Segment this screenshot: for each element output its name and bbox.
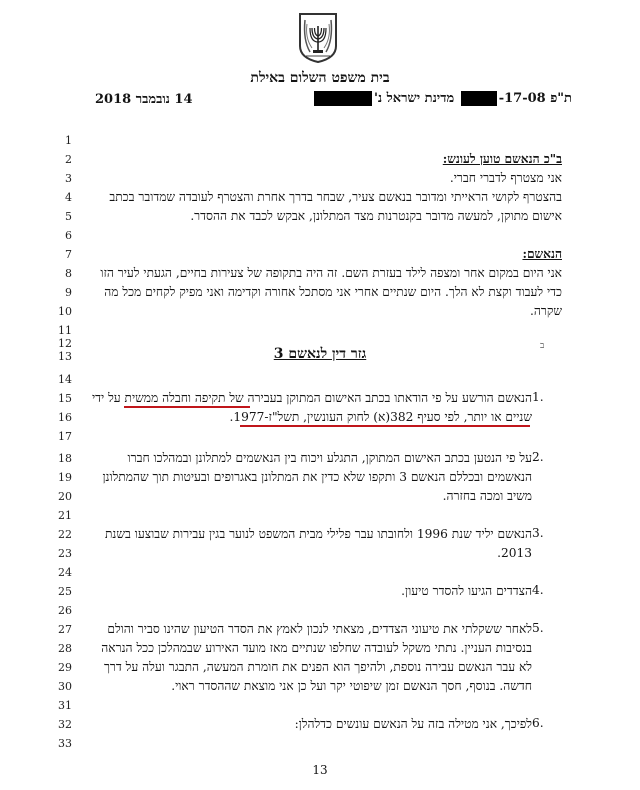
red-underline bbox=[240, 425, 530, 427]
paragraph-line: הצדדים הגיעו להסדר טיעון. bbox=[401, 584, 532, 598]
line-number: 6 bbox=[65, 229, 72, 242]
redaction-bar bbox=[314, 91, 372, 106]
paragraph-number: 5. bbox=[532, 621, 544, 635]
case-prefix: ת"פ 17-08- bbox=[498, 91, 572, 106]
stray-mark: ב bbox=[540, 341, 545, 351]
line-number: 7 bbox=[65, 248, 72, 261]
line-number: 33 bbox=[58, 737, 72, 750]
line-number: 11 bbox=[58, 324, 72, 337]
paragraph-line: לא עבר הנאשם עבירה נוספת, ולהיפך הוא הפנים את חומרת המעשה, התבגר ועלה על דרך bbox=[103, 660, 532, 674]
defense-line: אישום מתוקן, למעשה מדובר בקנטרנות מצד המתלונן, אבקש לכבד את ההסדר. bbox=[190, 209, 562, 223]
line-number: 15 bbox=[58, 392, 72, 405]
defendant-line: אני היום במקום אחר ומצפה לילד בעזרת השם. זה היה בתקופה של צעירות בחיים, הגעתי לעיר הזו bbox=[100, 266, 562, 280]
paragraph-line: הנאשם יליד שנת 1996 ולחובתו עבר פלילי מבית המשפט לנוער בגין עבירות שבוצעו בשנת bbox=[104, 527, 532, 541]
line-number: 4 bbox=[65, 191, 72, 204]
defendant-line: שקרה. bbox=[529, 304, 562, 318]
line-number: 17 bbox=[58, 430, 72, 443]
defendant-line: כדי לעבוד וקצת לא הלך. היום שנתיים אחרי אני מסתכל אחורה וקדימה ואני מפיק לקחים מכל מה bbox=[104, 285, 562, 299]
hearing-date: 14 נובמבר 2018 bbox=[95, 92, 193, 107]
line-number: 18 bbox=[58, 452, 72, 465]
line-number: 2 bbox=[65, 153, 72, 166]
paragraph-line: בנסיבות העניין. נתתי משקל לעובדה שחלפו שנתיים מאז מועד האירוע שבמהלכן ככל הנראה bbox=[101, 641, 532, 655]
paragraph-line: על פי הנטען בכתב האישום המתוקן, התגלע ויכוח בין הנאשמים למתלונן ובמהלכו חברו bbox=[127, 451, 532, 465]
line-number: 25 bbox=[58, 585, 72, 598]
line-number: 21 bbox=[58, 509, 72, 522]
line-number: 20 bbox=[58, 490, 72, 503]
line-number: 13 bbox=[58, 350, 72, 363]
defense-line: אני מצטרף לדברי חברי. bbox=[449, 171, 562, 185]
defense-heading: ב"כ הנאשם טוען לעונש: bbox=[442, 152, 562, 166]
line-number: 16 bbox=[58, 411, 72, 424]
state-emblem-icon bbox=[296, 12, 340, 64]
paragraph-number: 3. bbox=[532, 526, 544, 540]
page-number: 13 bbox=[312, 763, 328, 777]
line-number: 19 bbox=[58, 471, 72, 484]
line-number: 3 bbox=[65, 172, 72, 185]
paragraph-number: 4. bbox=[532, 583, 544, 597]
line-number: 30 bbox=[58, 680, 72, 693]
paragraph-number: 2. bbox=[532, 450, 544, 464]
paragraph-number: 6. bbox=[532, 716, 544, 730]
line-number: 9 bbox=[65, 286, 72, 299]
line-number: 27 bbox=[58, 623, 72, 636]
paragraph-line: 2013. bbox=[497, 546, 532, 560]
line-number: 8 bbox=[65, 267, 72, 280]
paragraph-line: משיב ומכה בחזרה. bbox=[442, 489, 532, 503]
line-number: 14 bbox=[58, 373, 72, 386]
line-number: 31 bbox=[58, 699, 72, 712]
court-name: בית משפט השלום באילת bbox=[250, 70, 390, 86]
line-number: 10 bbox=[58, 305, 72, 318]
paragraph-line: לפיכך, אני מטילה בזה על הנאשם עונשים כדלהלן: bbox=[294, 717, 532, 731]
line-number: 23 bbox=[58, 547, 72, 560]
paragraph-line: שניים או יותר, לפי סעיף 382(א) לחוק העונשין, תשל"ז-1977. bbox=[229, 410, 532, 424]
defendant-heading: הנאשם: bbox=[522, 247, 562, 261]
paragraph-line: לאחר ששקלתי את טיעוני הצדדים, מצאתי לנכון לאמץ את הסדר הטיעון שהינו סביר והולם bbox=[107, 622, 532, 636]
line-number: 1 bbox=[65, 134, 72, 147]
paragraph-line: הנאשמים ובכללם הנאשם 3 ותקפו שלא כדין את המתלונן באגרופים ובעיטות תוך שהמתלונן bbox=[102, 470, 532, 484]
line-number: 29 bbox=[58, 661, 72, 674]
case-number-line bbox=[312, 90, 572, 106]
redaction-bar bbox=[461, 91, 497, 106]
line-number: 5 bbox=[65, 210, 72, 223]
line-number: 22 bbox=[58, 528, 72, 541]
line-number: 12 bbox=[58, 337, 72, 350]
verdict-title: גזר דין לנאשם 3 bbox=[273, 346, 367, 362]
line-number: 26 bbox=[58, 604, 72, 617]
paragraph-line: הנאשם הורשע על פי הודאתו בכתב האישום המתוקן בעבירה של תקיפה וחבלה ממשית על ידי bbox=[91, 391, 532, 405]
line-number: 32 bbox=[58, 718, 72, 731]
line-number: 24 bbox=[58, 566, 72, 579]
red-underline bbox=[124, 406, 250, 408]
paragraph-number: 1. bbox=[532, 390, 544, 404]
defense-line: בהצטרף לקושי הראייתי ומדובר בנאשם צעיר, שבחר בדרך אחרת והצטרף לעובדה שמדובר בכתב bbox=[109, 190, 562, 204]
paragraph-line: חדשה. בנוסף, חסך הנאשם זמן שיפוטי יקר ועל כן אני מוצאת שההסדר ראוי. bbox=[171, 679, 532, 693]
case-parties: מדינת ישראל נ' bbox=[373, 91, 455, 106]
line-number: 28 bbox=[58, 642, 72, 655]
